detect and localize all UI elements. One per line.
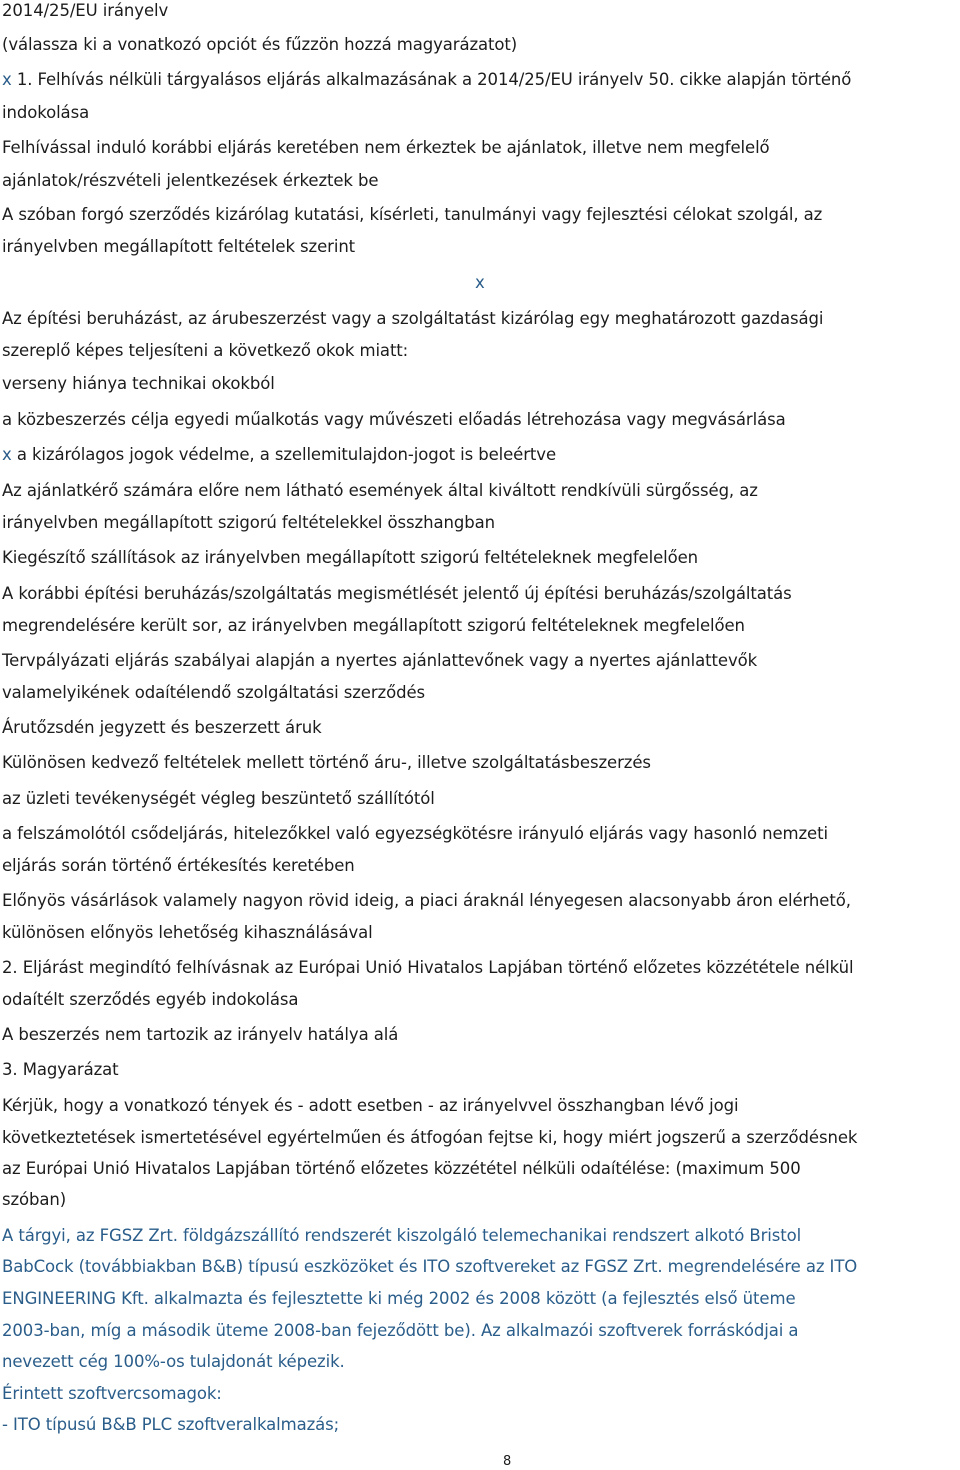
- line-text: nevezett cég 100%-os tulajdonát képezik.: [2, 1352, 345, 1371]
- line-text: az Európai Unió Hivatalos Lapjában történő előzetes közzététel nélküli odaítélése: (maximum 500: [2, 1159, 801, 1178]
- text-line: [2, 824, 828, 844]
- text-line: [2, 1190, 66, 1210]
- line-text: BabCock (továbbiakban B&B) típusú eszközöket és ITO szoftvereket az FGSZ Zrt. megrendelésére az ITO: [2, 1257, 858, 1276]
- text-line: [2, 205, 822, 225]
- text-line: [2, 1384, 222, 1404]
- text-line: [2, 70, 851, 90]
- text-line: [2, 616, 745, 636]
- line-text: 2014/25/EU irányelv: [2, 1, 169, 20]
- line-text: megrendelésére került sor, az irányelvben megállapított szigorú feltételeknek megfelelően: [2, 616, 745, 635]
- text-line: [2, 1096, 739, 1116]
- text-line: [2, 718, 322, 738]
- text-line: [2, 1289, 796, 1309]
- line-text: Felhívással induló korábbi eljárás keretében nem érkeztek be ajánlatok, illetve nem megfelelő: [2, 138, 770, 157]
- line-text: odaítélt szerződés egyéb indokolása: [2, 990, 299, 1009]
- line-text: a felszámolótól csődeljárás, hitelezőkkel való egyezségkötésre irányuló eljárás vagy hasonló nemzeti: [2, 824, 828, 843]
- line-text: a közbeszerzés célja egyedi műalkotás vagy művészeti előadás létrehozása vagy megvásárlása: [2, 410, 786, 429]
- text-line: [2, 1025, 398, 1045]
- text-line: [2, 341, 408, 361]
- line-text: Árutőzsdén jegyzett és beszerzett áruk: [2, 718, 322, 737]
- text-line: [2, 923, 373, 943]
- line-text: ajánlatok/részvételi jelentkezések érkeztek be: [2, 171, 379, 190]
- text-line: [2, 1226, 801, 1246]
- text-line: [2, 35, 517, 55]
- line-text: Előnyös vásárlások valamely nagyon rövid ideig, a piaci áraknál lényegesen alacsonyabb áron elérhető,: [2, 891, 851, 910]
- line-text: eljárás során történő értékesítés keretében: [2, 856, 355, 875]
- text-line: [2, 171, 378, 191]
- line-text: szóban): [2, 1190, 67, 1209]
- text-line: [2, 1060, 119, 1080]
- text-line: [2, 410, 786, 430]
- selected-option-mark: x: [2, 445, 12, 464]
- text-line: [2, 584, 792, 604]
- text-line: [2, 548, 698, 568]
- line-text: - ITO típusú B&B PLC szoftveralkalmazás;: [2, 1415, 340, 1434]
- line-text: irányelvben megállapított szigorú feltételekkel összhangban: [2, 513, 495, 532]
- line-text: (válassza ki a vonatkozó opciót és fűzzön hozzá magyarázatot): [2, 35, 518, 54]
- line-text: Tervpályázati eljárás szabályai alapján a nyertes ajánlattevőnek vagy a nyertes ajánlattevők: [2, 651, 758, 670]
- line-text: Az ajánlatkérő számára előre nem látható események által kiváltott rendkívüli sürgősség, az: [2, 481, 758, 500]
- line-text: 1. Felhívás nélküli tárgyalásos eljárás alkalmazásának a 2014/25/EU irányelv 50. cikke alapján történő: [11, 70, 852, 89]
- line-text: irányelvben megállapított feltételek szerint: [2, 237, 356, 256]
- line-text: a kizárólagos jogok védelme, a szellemitulajdon-jogot is beleértve: [11, 445, 556, 464]
- line-text: ENGINEERING Kft. alkalmazta és fejlesztette ki még 2002 és 2008 között (a fejlesztés első üteme: [2, 1289, 796, 1308]
- line-text: verseny hiánya technikai okokból: [2, 374, 275, 393]
- selected-option-mark: x: [2, 70, 12, 89]
- line-text: Az építési beruházást, az árubeszerzést vagy a szolgáltatást kizárólag egy meghatározott gazdasági: [2, 309, 824, 328]
- line-text: 2. Eljárást megindító felhívásnak az Európai Unió Hivatalos Lapjában történő előzetes közzététele nélkül: [2, 958, 854, 977]
- text-line: [2, 1321, 798, 1341]
- line-text: A szóban forgó szerződés kizárólag kutatási, kísérleti, tanulmányi vagy fejlesztési célokat szolgál, az: [2, 205, 823, 224]
- line-text: A korábbi építési beruházás/szolgáltatás megismétlését jelentő új építési beruházás/szolgáltatás: [2, 584, 792, 603]
- text-line: [2, 513, 495, 533]
- text-line: [2, 1159, 801, 1179]
- text-line: [2, 891, 851, 911]
- line-text: az üzleti tevékenységét végleg beszüntető szállítótól: [2, 789, 435, 808]
- line-text: Érintett szoftvercsomagok:: [2, 1384, 222, 1403]
- line-text: A tárgyi, az FGSZ Zrt. földgázszállító rendszerét kiszolgáló telemechanikai rendszert alkotó Bristol: [2, 1226, 802, 1245]
- line-text: következtetések ismertetésével egyértelműen és átfogóan fejtse ki, hogy miért jogszerű a szerződésnek: [2, 1128, 858, 1147]
- line-text: 2003-ban, míg a második üteme 2008-ban fejeződött be). Az alkalmazói szoftverek forráskódjai a: [2, 1321, 799, 1340]
- line-text: Különösen kedvező feltételek mellett történő áru-, illetve szolgáltatásbeszerzés: [2, 753, 651, 772]
- text-line: [2, 237, 355, 257]
- text-line: [2, 481, 758, 501]
- text-line: [2, 138, 770, 158]
- text-line: [2, 445, 556, 465]
- text-line: [2, 1257, 857, 1277]
- line-text: indokolása: [2, 103, 90, 122]
- text-line: [2, 958, 853, 978]
- line-text: különösen előnyös lehetőség kihasználásával: [2, 923, 373, 942]
- line-text: Kiegészítő szállítások az irányelvben megállapított szigorú feltételeknek megfelelően: [2, 548, 699, 567]
- text-line: [2, 753, 651, 773]
- text-line: [2, 1128, 857, 1148]
- line-text: Kérjük, hogy a vonatkozó tények és - adott esetben - az irányelvvel összhangban lévő jogi: [2, 1096, 739, 1115]
- text-line: [2, 856, 355, 876]
- text-line: [2, 1352, 345, 1372]
- text-line: [2, 1, 168, 21]
- page-number: 8: [503, 1454, 512, 1469]
- text-line: [2, 1415, 339, 1435]
- text-line: [2, 683, 425, 703]
- text-line: [2, 651, 757, 671]
- selected-option-mark: x: [475, 273, 485, 292]
- text-line: [2, 374, 275, 394]
- line-text: 3. Magyarázat: [2, 1060, 119, 1079]
- text-line: [2, 103, 89, 123]
- line-text: szereplő képes teljesíteni a következő okok miatt:: [2, 341, 409, 360]
- text-line: [2, 789, 435, 809]
- line-text: A beszerzés nem tartozik az irányelv hatálya alá: [2, 1025, 399, 1044]
- text-line: [2, 309, 823, 329]
- line-text: valamelyikének odaítélendő szolgáltatási szerződés: [2, 683, 426, 702]
- text-line: [475, 273, 485, 293]
- text-line: [2, 990, 298, 1010]
